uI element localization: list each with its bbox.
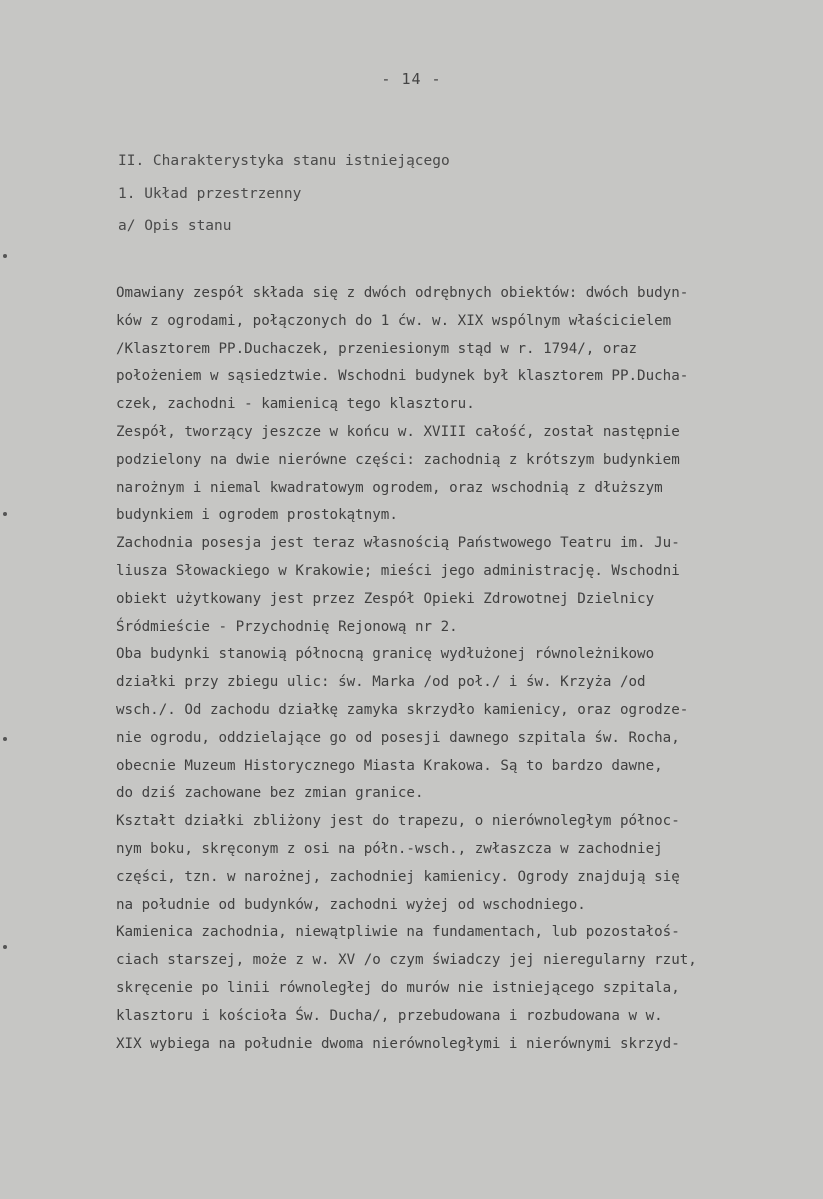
text-line: XIX wybiega na południe dwoma nierównoległymi i nierównymi skrzyd- <box>116 1035 680 1052</box>
text-line: Zachodnia posesja jest teraz własnością Państwowego Teatru im. Ju- <box>116 535 680 552</box>
text-line: Oba budynki stanowią północną granicę wydłużonej równoleżnikowo <box>116 646 655 663</box>
text-line: obiekt użytkowany jest przez Zespół Opieki Zdrowotnej Dzielnicy <box>116 590 655 607</box>
text-line: nym boku, skręconym z osi na półn.-wsch., zwłaszcza w zachodniej <box>116 840 663 857</box>
text-line: czek, zachodni - kamienicą tego klasztoru. <box>116 396 475 413</box>
punch-hole-mark <box>3 945 7 949</box>
subsubsection-heading: a/ Opis stanu <box>118 218 232 234</box>
text-line: działki przy zbiegu ulic: św. Marka /od poł./ i św. Krzyża /od <box>116 674 646 691</box>
text-line: położeniem w sąsiedztwie. Wschodni budynek był klasztorem PP.Ducha- <box>116 368 689 385</box>
text-line: wsch./. Od zachodu działkę zamyka skrzydło kamienicy, oraz ogrodze- <box>116 701 689 718</box>
text-line: /Klasztorem PP.Duchaczek, przeniesionym stąd w r. 1794/, oraz <box>116 340 638 357</box>
text-line: Omawiany zespół składa się z dwóch odrębnych obiektów: dwóch budyn- <box>116 285 689 301</box>
text-line: ciach starszej, może z w. XV /o czym świadczy jej nieregularny rzut, <box>116 952 697 969</box>
text-line: ków z ogrodami, połączonych do 1 ćw. w. XIX wspólnym właścicielem <box>116 312 672 329</box>
text-line: Kształt działki zbliżony jest do trapezu, o nierównoległym północ- <box>116 813 680 830</box>
text-line: części, tzn. w narożnej, zachodniej kamienicy. Ogrody znajdują się <box>116 868 680 885</box>
text-line: podzielony na dwie nierówne części: zachodnią z krótszym budynkiem <box>116 451 680 468</box>
section-heading: II. Charakterystyka stanu istniejącego <box>118 153 450 169</box>
text-line: skręcenie po linii równoległej do murów nie istniejącego szpitala, <box>116 979 680 996</box>
punch-hole-mark <box>3 254 7 258</box>
text-line: narożnym i niemal kwadratowym ogrodem, oraz wschodnią z dłuższym <box>116 479 663 496</box>
text-line: klasztoru i kościoła Św. Ducha/, przebudowana i rozbudowana w w. <box>116 1007 663 1024</box>
text-line: obecnie Muzeum Historycznego Miasta Krakowa. Są to bardzo dawne, <box>116 757 663 774</box>
text-line: Kamienica zachodnia, niewątpliwie na fundamentach, lub pozostałoś- <box>116 924 680 941</box>
text-line: Zespół, tworzący jeszcze w końcu w. XVIII całość, został następnie <box>116 423 680 440</box>
text-line: nie ogrodu, oddzielające go od posesji dawnego szpitala św. Rocha, <box>116 729 680 746</box>
punch-hole-mark <box>3 512 7 516</box>
text-line: liusza Słowackiego w Krakowie; mieści jego administrację. Wschodni <box>116 562 680 579</box>
body-text <box>116 280 796 1058</box>
text-line: budynkiem i ogrodem prostokątnym. <box>116 507 398 524</box>
page-number: - 14 - <box>381 70 442 88</box>
text-line: do dziś zachowane bez zmian granice. <box>116 785 424 802</box>
text-line: na południe od budynków, zachodni wyżej od wschodniego. <box>116 896 586 913</box>
subsection-heading: 1. Układ przestrzenny <box>118 186 302 202</box>
punch-hole-mark <box>3 737 7 741</box>
text-line: Śródmieście - Przychodnię Rejonową nr 2. <box>116 618 458 635</box>
